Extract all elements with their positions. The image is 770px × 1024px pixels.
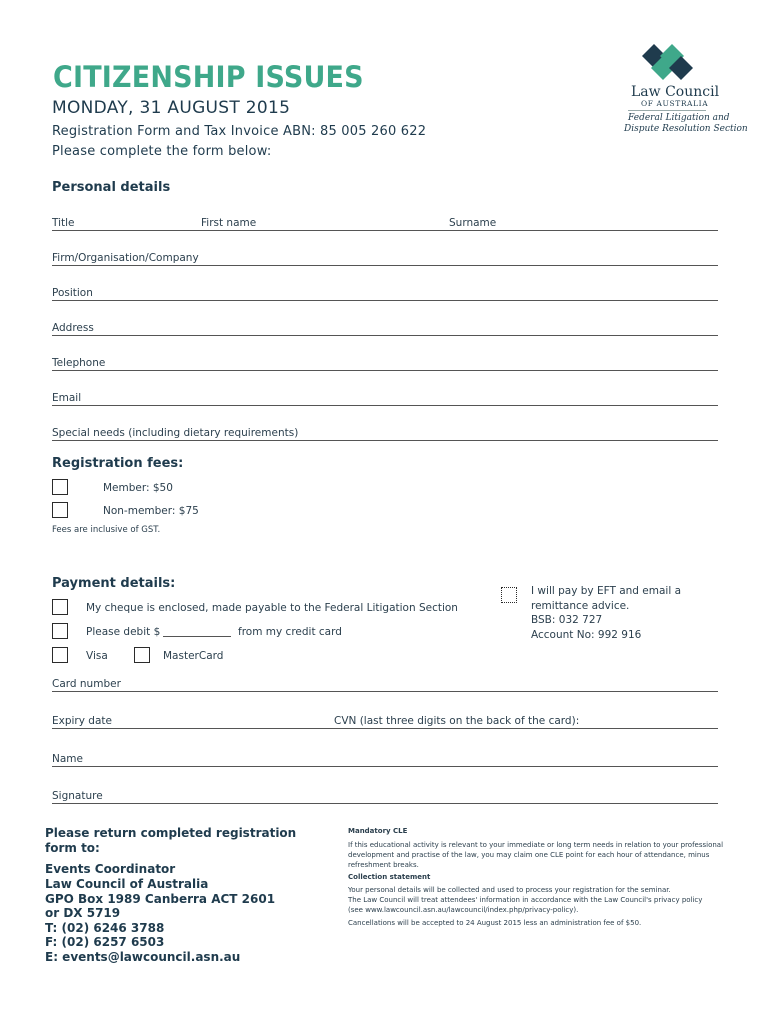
special-needs-field-line[interactable] [52,440,718,441]
mastercard-checkbox[interactable] [134,647,150,663]
collection-heading: Collection statement [348,873,431,881]
cle-line2: development and practise of the law, you may claim one CLE point for each hour of attendance, minus [348,851,710,859]
telephone-field-line[interactable] [52,370,718,371]
email-label: Email [52,392,82,404]
member-checkbox[interactable] [52,479,68,495]
collection-line1: Your personal details will be collected and used to process your registration for the seminar. [348,886,671,894]
return-addr1: Events Coordinator [45,862,176,876]
eft-line2: remittance advice. [531,600,630,612]
expiry-label: Expiry date [52,715,112,727]
special-needs-label: Special needs (including dietary requirements) [52,427,299,439]
return-line2: form to: [45,841,100,855]
signature-field-line[interactable] [52,803,718,804]
eft-checkbox[interactable] [501,587,517,603]
card-number-field-line[interactable] [52,691,718,692]
logo-name: Law Council [631,84,720,100]
eft-bsb: BSB: 032 727 [531,614,603,626]
payment-details-heading: Payment details: [52,576,176,591]
collection-line2: The Law Council will treat attendees' information in accordance with the Law Council's privacy policy [348,896,703,904]
eft-line1: I will pay by EFT and email a [531,585,682,597]
cle-line3: refreshment breaks. [348,861,419,869]
surname-label: Surname [449,217,497,229]
return-line1: Please return completed registration [45,826,297,840]
form-instruction: Please complete the form below: [52,144,272,159]
page-title: CITIZENSHIP ISSUES [53,60,364,94]
return-email[interactable]: E: events@lawcouncil.asn.au [45,950,241,964]
registration-fees-heading: Registration fees: [52,456,184,471]
name-field-line-payment[interactable] [52,766,718,767]
debit-checkbox[interactable] [52,623,68,639]
return-addr4: or DX 5719 [45,906,121,920]
member-fee-label: Member: $50 [103,482,173,494]
position-field-line[interactable] [52,300,718,301]
law-council-logo-icon [636,42,696,86]
name-field-line[interactable] [52,230,718,231]
nonmember-checkbox[interactable] [52,502,68,518]
debit-prefix-label: Please debit $ [86,626,161,638]
signature-label: Signature [52,790,103,802]
logo-section-line2: Dispute Resolution Section [624,124,748,134]
cancellation-note: Cancellations will be accepted to 24 August 2015 less an administration fee of $50. [348,919,642,927]
return-fax: F: (02) 6257 6503 [45,935,165,949]
gst-note: Fees are inclusive of GST. [52,525,161,535]
cvn-label: CVN (last three digits on the back of the card): [334,715,580,727]
cheque-checkbox[interactable] [52,599,68,615]
cle-heading: Mandatory CLE [348,827,408,835]
card-number-label: Card number [52,678,121,690]
address-label: Address [52,322,94,334]
nonmember-fee-label: Non-member: $75 [103,505,199,517]
title-label: Title [52,217,75,229]
debit-suffix-label: from my credit card [238,626,342,638]
expiry-cvn-field-line[interactable] [52,728,718,729]
registration-abn: Registration Form and Tax Invoice ABN: 85 005 260 622 [52,124,427,139]
return-addr3: GPO Box 1989 Canberra ACT 2601 [45,892,276,906]
visa-checkbox[interactable] [52,647,68,663]
eft-account: Account No: 992 916 [531,629,642,641]
firm-field-line[interactable] [52,265,718,266]
logo-country: OF AUSTRALIA [641,99,709,108]
cheque-label: My cheque is enclosed, made payable to the Federal Litigation Section [86,602,458,614]
telephone-label: Telephone [52,357,106,369]
logo-divider [628,110,706,111]
cle-line1: If this educational activity is relevant to your immediate or long term needs in relation to your professional [348,841,724,849]
visa-label: Visa [86,650,108,662]
logo-section-line1: Federal Litigation and [628,113,730,123]
return-phone: T: (02) 6246 3788 [45,921,165,935]
collection-line3: (see www.lawcouncil.asn.au/lawcouncil/index.php/privacy-policy). [348,906,579,914]
debit-amount-field-line[interactable] [163,636,231,637]
address-field-line[interactable] [52,335,718,336]
return-addr2: Law Council of Australia [45,877,209,891]
name-label: Name [52,753,83,765]
firm-label: Firm/Organisation/Company [52,252,199,264]
first-name-label: First name [201,217,257,229]
event-date: MONDAY, 31 AUGUST 2015 [52,98,291,118]
mastercard-label: MasterCard [163,650,224,662]
email-field-line[interactable] [52,405,718,406]
position-label: Position [52,287,93,299]
personal-details-heading: Personal details [52,180,171,195]
